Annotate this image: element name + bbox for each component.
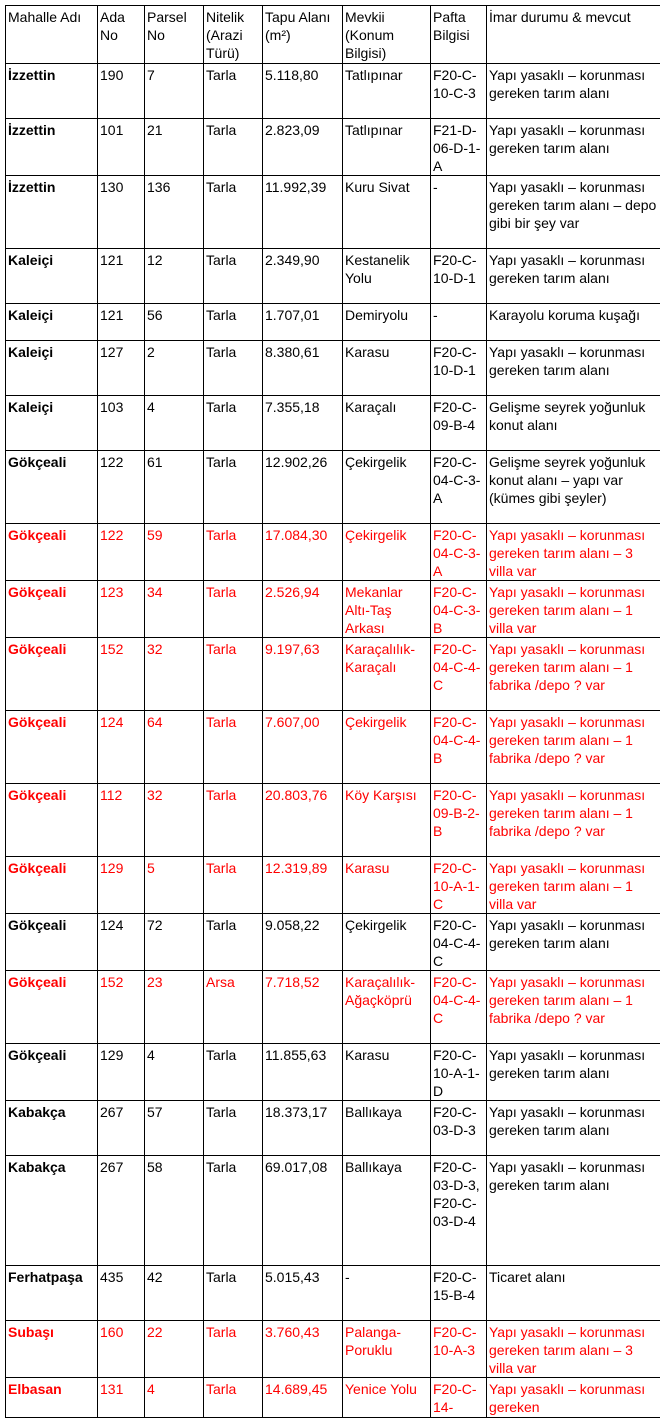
cell-ada: 121 [98,304,145,341]
cell-parsel: 5 [145,857,204,914]
table-row [6,914,660,971]
cell-mahalle: İzzettin [6,176,98,249]
cell-mahalle: Subaşı [6,1321,98,1378]
cell-nitelik: Tarla [204,1378,263,1418]
cell-nitelik: Tarla [204,1321,263,1378]
cell-mevki: Çekirgelik [343,524,431,581]
cell-mevki: Kuru Sivat [343,176,431,249]
cell-nitelik: Tarla [204,581,263,638]
cell-imar: Yapı yasaklı – korunması gereken tarım alanı – 1 villa var [487,581,660,638]
header-mahalle: Mahalle Adı [6,6,98,64]
cell-alan: 17.084,30 [263,524,343,581]
cell-parsel: 7 [145,64,204,119]
cell-nitelik: Tarla [204,396,263,451]
cell-imar: Yapı yasaklı – korunması gereken tarım alanı [487,914,660,971]
cell-ada: 123 [98,581,145,638]
cell-ada: 103 [98,396,145,451]
header-ada: Ada No [98,6,145,64]
header-alan: Tapu Alanı (m²) [263,6,343,64]
cell-ada: 160 [98,1321,145,1378]
cell-mahalle: İzzettin [6,64,98,119]
cell-parsel: 34 [145,581,204,638]
cell-parsel: 64 [145,711,204,784]
table-row [6,1101,660,1156]
cell-pafta: F20-C-04-C-4-C [431,971,487,1044]
cell-alan: 69.017,08 [263,1156,343,1266]
cell-parsel: 56 [145,304,204,341]
cell-mevki: Kestanelik Yolu [343,249,431,304]
cell-alan: 7.607,00 [263,711,343,784]
table-row [6,396,660,451]
cell-mevki: Çekirgelik [343,914,431,971]
cell-mahalle: Gökçeali [6,857,98,914]
cell-nitelik: Tarla [204,64,263,119]
header-mevki: Mevkii (Konum Bilgisi) [343,6,431,64]
cell-mevki: Karaçalılık-Karaçalı [343,638,431,711]
cell-mahalle: Gökçeali [6,784,98,857]
cell-mahalle: Kaleiçi [6,304,98,341]
cell-alan: 9.058,22 [263,914,343,971]
table-row [6,971,660,1044]
cell-imar: Yapı yasaklı – korunması gereken tarım alanı – 3 villa var [487,524,660,581]
cell-ada: 129 [98,857,145,914]
cell-nitelik: Tarla [204,451,263,524]
cell-mevki: Karasu [343,341,431,396]
cell-imar: Yapı yasaklı – korunması gereken [487,1378,660,1418]
cell-mahalle: Gökçeali [6,581,98,638]
cell-mahalle: Kaleiçi [6,249,98,304]
cell-ada: 152 [98,638,145,711]
cell-parsel: 2 [145,341,204,396]
cell-pafta: F20-C-09-B-2-B [431,784,487,857]
cell-alan: 3.760,43 [263,1321,343,1378]
cell-alan: 12.319,89 [263,857,343,914]
table-row [6,451,660,524]
cell-nitelik: Tarla [204,1156,263,1266]
cell-parsel: 21 [145,119,204,176]
cell-imar: Yapı yasaklı – korunması gereken tarım alanı – 1 fabrika /depo ? var [487,971,660,1044]
cell-nitelik: Tarla [204,1266,263,1321]
table-row [6,581,660,638]
cell-nitelik: Tarla [204,341,263,396]
table-row [6,176,660,249]
cell-mevki: Karasu [343,857,431,914]
table-row [6,304,660,341]
cell-mahalle: Ferhatpaşa [6,1266,98,1321]
cell-pafta: F20-C-04-C-3-A [431,524,487,581]
cell-nitelik: Tarla [204,249,263,304]
cell-ada: 267 [98,1101,145,1156]
cell-imar: Yapı yasaklı – korunması gereken tarım alanı – 1 villa var [487,857,660,914]
cell-nitelik: Tarla [204,119,263,176]
cell-parsel: 23 [145,971,204,1044]
cell-alan: 12.902,26 [263,451,343,524]
cell-mevki: Yenice Yolu [343,1378,431,1418]
cell-ada: 122 [98,524,145,581]
cell-pafta: F20-C-10-A-3 [431,1321,487,1378]
cell-pafta: F20-C-10-A-1-C [431,857,487,914]
cell-mahalle: Kabakça [6,1156,98,1266]
cell-parsel: 72 [145,914,204,971]
cell-nitelik: Tarla [204,176,263,249]
cell-mahalle: Gökçeali [6,1044,98,1101]
cell-mevki: Karaçalı [343,396,431,451]
table-row [6,857,660,914]
cell-mevki: Demiryolu [343,304,431,341]
cell-nitelik: Tarla [204,1101,263,1156]
table-row [6,784,660,857]
cell-imar: Yapı yasaklı – korunması gereken tarım alanı [487,64,660,119]
cell-parsel: 136 [145,176,204,249]
cell-mevki: Karaçalılık-Ağaçköprü [343,971,431,1044]
cell-imar: Gelişme seyrek yoğunluk konut alanı [487,396,660,451]
cell-pafta: F20-C-04-C-4-B [431,711,487,784]
cell-mevki: Ballıkaya [343,1156,431,1266]
cell-parsel: 57 [145,1101,204,1156]
cell-ada: 129 [98,1044,145,1101]
table-row [6,524,660,581]
cell-ada: 267 [98,1156,145,1266]
cell-nitelik: Tarla [204,914,263,971]
cell-alan: 20.803,76 [263,784,343,857]
cell-ada: 152 [98,971,145,1044]
cell-imar: Yapı yasaklı – korunması gereken tarım alanı [487,249,660,304]
cell-alan: 7.718,52 [263,971,343,1044]
cell-pafta: F20-C-10-A-1-D [431,1044,487,1101]
cell-alan: 7.355,18 [263,396,343,451]
cell-alan: 14.689,45 [263,1378,343,1418]
cell-mevki: Tatlıpınar [343,119,431,176]
cell-imar: Ticaret alanı [487,1266,660,1321]
cell-imar: Yapı yasaklı – korunması gereken tarım alanı – 1 fabrika /depo ? var [487,784,660,857]
cell-mahalle: Kabakça [6,1101,98,1156]
cell-pafta: F20-C-03-D-3 [431,1101,487,1156]
cell-alan: 11.992,39 [263,176,343,249]
cell-alan: 5.118,80 [263,64,343,119]
cell-parsel: 59 [145,524,204,581]
cell-parsel: 61 [145,451,204,524]
cell-ada: 101 [98,119,145,176]
table-row [6,119,660,176]
header-imar: İmar durumu & mevcut [487,6,660,64]
table-row [6,1378,660,1418]
cell-pafta: F20-C-04-C-4-C [431,638,487,711]
cell-mahalle: Elbasan [6,1378,98,1418]
cell-pafta: F20-C-04-C-3-B [431,581,487,638]
cell-parsel: 32 [145,784,204,857]
cell-parsel: 58 [145,1156,204,1266]
header-row [6,6,660,64]
cell-parsel: 32 [145,638,204,711]
cell-parsel: 4 [145,1044,204,1101]
cell-pafta: F20-C-04-C-3-A [431,451,487,524]
cell-ada: 127 [98,341,145,396]
table-row [6,711,660,784]
cell-alan: 2.823,09 [263,119,343,176]
cell-nitelik: Tarla [204,711,263,784]
cell-nitelik: Tarla [204,524,263,581]
cell-ada: 124 [98,914,145,971]
cell-imar: Yapı yasaklı – korunması gereken tarım alanı – 3 villa var [487,1321,660,1378]
cell-mevki: Köy Karşısı [343,784,431,857]
header-pafta: Pafta Bilgisi [431,6,487,64]
cell-imar: Yapı yasaklı – korunması gereken tarım alanı [487,341,660,396]
cell-alan: 2.349,90 [263,249,343,304]
cell-ada: 121 [98,249,145,304]
cell-mahalle: Kaleiçi [6,396,98,451]
cell-alan: 1.707,01 [263,304,343,341]
cell-parsel: 12 [145,249,204,304]
cell-mevki: Mekanlar Altı-Taş Arkası [343,581,431,638]
table-row [6,1044,660,1101]
cell-ada: 122 [98,451,145,524]
parcel-table [5,5,660,1418]
cell-pafta: F20-C-15-B-4 [431,1266,487,1321]
cell-alan: 18.373,17 [263,1101,343,1156]
cell-parsel: 4 [145,1378,204,1418]
cell-alan: 11.855,63 [263,1044,343,1101]
cell-mevki: Tatlıpınar [343,64,431,119]
cell-nitelik: Tarla [204,857,263,914]
cell-imar: Yapı yasaklı – korunması gereken tarım alanı – 1 fabrika /depo ? var [487,638,660,711]
cell-mevki: Çekirgelik [343,711,431,784]
header-parsel: Parsel No [145,6,204,64]
cell-mevki: Çekirgelik [343,451,431,524]
cell-alan: 9.197,63 [263,638,343,711]
cell-nitelik: Arsa [204,971,263,1044]
cell-alan: 5.015,43 [263,1266,343,1321]
cell-pafta: F20-C-10-D-1 [431,249,487,304]
cell-pafta: F20-C-09-B-4 [431,396,487,451]
cell-mevki: Karasu [343,1044,431,1101]
cell-ada: 190 [98,64,145,119]
table-row [6,249,660,304]
cell-mevki: Palanga-Poruklu [343,1321,431,1378]
table-row [6,1156,660,1266]
cell-ada: 130 [98,176,145,249]
cell-nitelik: Tarla [204,1044,263,1101]
cell-ada: 124 [98,711,145,784]
cell-pafta: F20-C-14- [431,1378,487,1418]
cell-imar: Yapı yasaklı – korunması gereken tarım alanı [487,119,660,176]
cell-nitelik: Tarla [204,784,263,857]
cell-pafta: F20-C-10-D-1 [431,341,487,396]
table-row [6,341,660,396]
cell-pafta: F20-C-04-C-4-C [431,914,487,971]
cell-pafta: - [431,176,487,249]
cell-imar: Gelişme seyrek yoğunluk konut alanı – yapı var (kümes gibi şeyler) [487,451,660,524]
cell-ada: 131 [98,1378,145,1418]
table-row [6,638,660,711]
cell-pafta: F20-C-10-C-3 [431,64,487,119]
cell-imar: Yapı yasaklı – korunması gereken tarım alanı – depo gibi bir şey var [487,176,660,249]
cell-ada: 112 [98,784,145,857]
table-row [6,1321,660,1378]
cell-pafta: F20-C-03-D-3, F20-C-03-D-4 [431,1156,487,1266]
cell-parsel: 4 [145,396,204,451]
cell-mahalle: Gökçeali [6,451,98,524]
cell-parsel: 22 [145,1321,204,1378]
cell-mahalle: Gökçeali [6,914,98,971]
cell-imar: Yapı yasaklı – korunması gereken tarım alanı [487,1044,660,1101]
table-row [6,1266,660,1321]
cell-pafta: F21-D-06-D-1-A [431,119,487,176]
cell-imar: Karayolu koruma kuşağı [487,304,660,341]
cell-mahalle: Kaleiçi [6,341,98,396]
cell-mahalle: Gökçeali [6,524,98,581]
cell-imar: Yapı yasaklı – korunması gereken tarım alanı [487,1156,660,1266]
cell-nitelik: Tarla [204,638,263,711]
cell-imar: Yapı yasaklı – korunması gereken tarım alanı [487,1101,660,1156]
cell-parsel: 42 [145,1266,204,1321]
cell-imar: Yapı yasaklı – korunması gereken tarım alanı – 1 fabrika /depo ? var [487,711,660,784]
cell-mahalle: Gökçeali [6,711,98,784]
cell-mahalle: Gökçeali [6,638,98,711]
cell-nitelik: Tarla [204,304,263,341]
table-row [6,64,660,119]
cell-mevki: - [343,1266,431,1321]
cell-mevki: Ballıkaya [343,1101,431,1156]
cell-mahalle: İzzettin [6,119,98,176]
cell-ada: 435 [98,1266,145,1321]
cell-mahalle: Gökçeali [6,971,98,1044]
header-nitelik: Nitelik (Arazi Türü) [204,6,263,64]
cell-alan: 2.526,94 [263,581,343,638]
cell-pafta: - [431,304,487,341]
cell-alan: 8.380,61 [263,341,343,396]
